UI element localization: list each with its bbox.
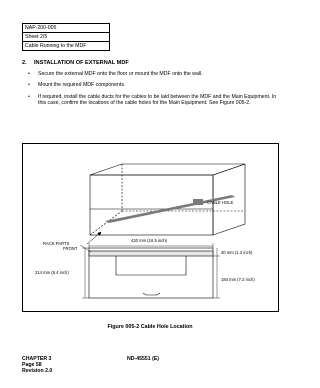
footer-revision: Revision 2.0 xyxy=(22,368,53,375)
list-item xyxy=(28,82,283,89)
doc-number: NAP-200-005 xyxy=(25,25,57,31)
figure-frame xyxy=(22,143,279,312)
list-item-text: If required, install the cable ducts for the cables to be laid between the MDF and the Main Equipment. In this case, confirm the locations of the cable holes for the Main Equipment. See Figure 005-2. xyxy=(38,93,277,107)
figure-caption: Figure 005-2 Cable Hole Location xyxy=(107,324,193,330)
depth-dimension-label: 214 mm (8.4 inch) xyxy=(35,270,69,275)
footer-chapter: CHAPTER 3 xyxy=(22,356,52,362)
footer-page: Page 58 xyxy=(22,362,42,369)
bullet-marker: • xyxy=(28,71,30,77)
rack-bottom-notch xyxy=(143,293,160,295)
width-dimension-label: 420 mm (16.5 inch) xyxy=(131,238,168,243)
bullet-marker: • xyxy=(28,93,30,100)
sheet-number: Sheet 2/5 xyxy=(23,32,109,41)
bullet-marker: • xyxy=(28,82,30,89)
cable-hole-diagram xyxy=(23,144,278,311)
section-heading xyxy=(22,60,129,66)
footer-left xyxy=(22,356,52,375)
footer-doc-id: ND-45551 (E) xyxy=(127,356,160,362)
dim-184-label: 184 mm (7.2 inch) xyxy=(221,277,255,282)
doc-subject: Cable Running to the MDF xyxy=(23,41,109,50)
list-item xyxy=(28,71,283,77)
list-item xyxy=(28,93,283,107)
list-item-text: Secure the external MDF onto the floor or mount the MDF onto the wall. xyxy=(38,71,203,77)
cabinet-top-face xyxy=(90,164,245,175)
rack-parts-strip xyxy=(89,251,213,256)
rack-parts-label: RACK PARTS xyxy=(43,241,70,246)
front-label: FRONT xyxy=(63,246,78,251)
width-dimension-ticks xyxy=(89,243,213,248)
cable-hole-legend-swatch xyxy=(193,199,203,205)
depth-dimension-ticks xyxy=(82,248,89,298)
list-item-text: Mount the required MDF components. xyxy=(38,82,126,89)
section-title: INSTALLATION OF EXTERNAL MDF xyxy=(34,60,129,66)
dim-30-label: 30 mm (1.2 inch) xyxy=(221,250,253,255)
cable-hole-label: CABLE HOLE xyxy=(207,200,234,205)
right-dimension-ticks xyxy=(213,256,220,298)
instruction-list xyxy=(28,71,283,112)
cabinet-hidden-edge-diagonal xyxy=(90,211,122,235)
document-id-box xyxy=(22,23,110,51)
section-number: 2. xyxy=(22,60,27,66)
cable-hole-outline xyxy=(116,256,186,275)
